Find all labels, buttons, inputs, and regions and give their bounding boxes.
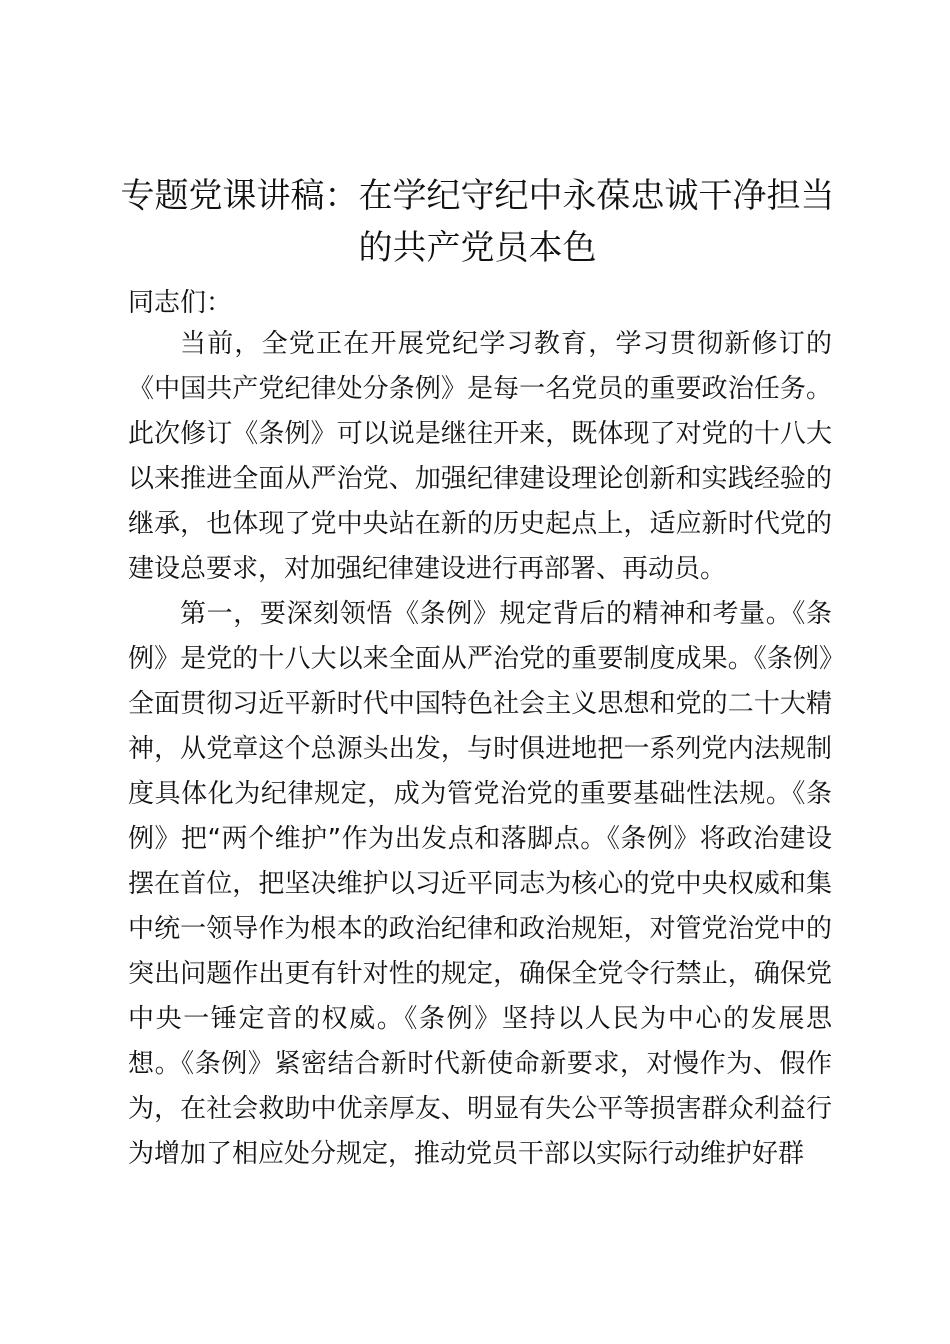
body-paragraph: 当前，全党正在开展党纪学习教育，学习贯彻新修订的《中国共产党纪律处分条例》是每一名党员的重要政治任务。此次修订《条例》可以说是继往开来，既体现了对党的十八大以来推进全面从严治党、加强纪律建设理论创新和实践经验的继承，也体现了党中央站在新的历史起点上，适应新时代党的建设总要求，对加强纪律建设进行再部署、再动员。 [128, 329, 832, 584]
document-title: 专题党课讲稿：在学纪守纪中永葆忠诚干净担当的共产党员本色 [120, 176, 835, 268]
salutation: 同志们： [128, 288, 233, 318]
document-body [128, 322, 832, 1177]
body-paragraph: 第一，要深刻领悟《条例》规定背后的精神和考量。《条例》是党的十八大以来全面从严治党的重要制度成果。《条例》全面贯彻习近平新时代中国特色社会主义思想和党的二十大精神，从党章这个总源头出发，与时俱进地把一系列党内法规制度具体化为纪律规定，成为管党治党的重要基础性法规。《条例》把“两个维护”作为出发点和落脚点。《条例》将政治建设摆在首位，把坚决维护以习近平同志为核心的党中央权威和集中统一领导作为根本的政治纪律和政治规矩，对管党治党中的突出问题作出更有针对性的规定，确保全党令行禁止，确保党中央一锤定音的权威。《条例》坚持以人民为中心的发展思想。《条例》紧密结合新时代新使命新要求，对慢作为、假作为，在社会救助中优亲厚友、明显有失公平等损害群众利益行为增加了相应处分规定，推动党员干部以实际行动维护好群 [128, 599, 832, 1169]
